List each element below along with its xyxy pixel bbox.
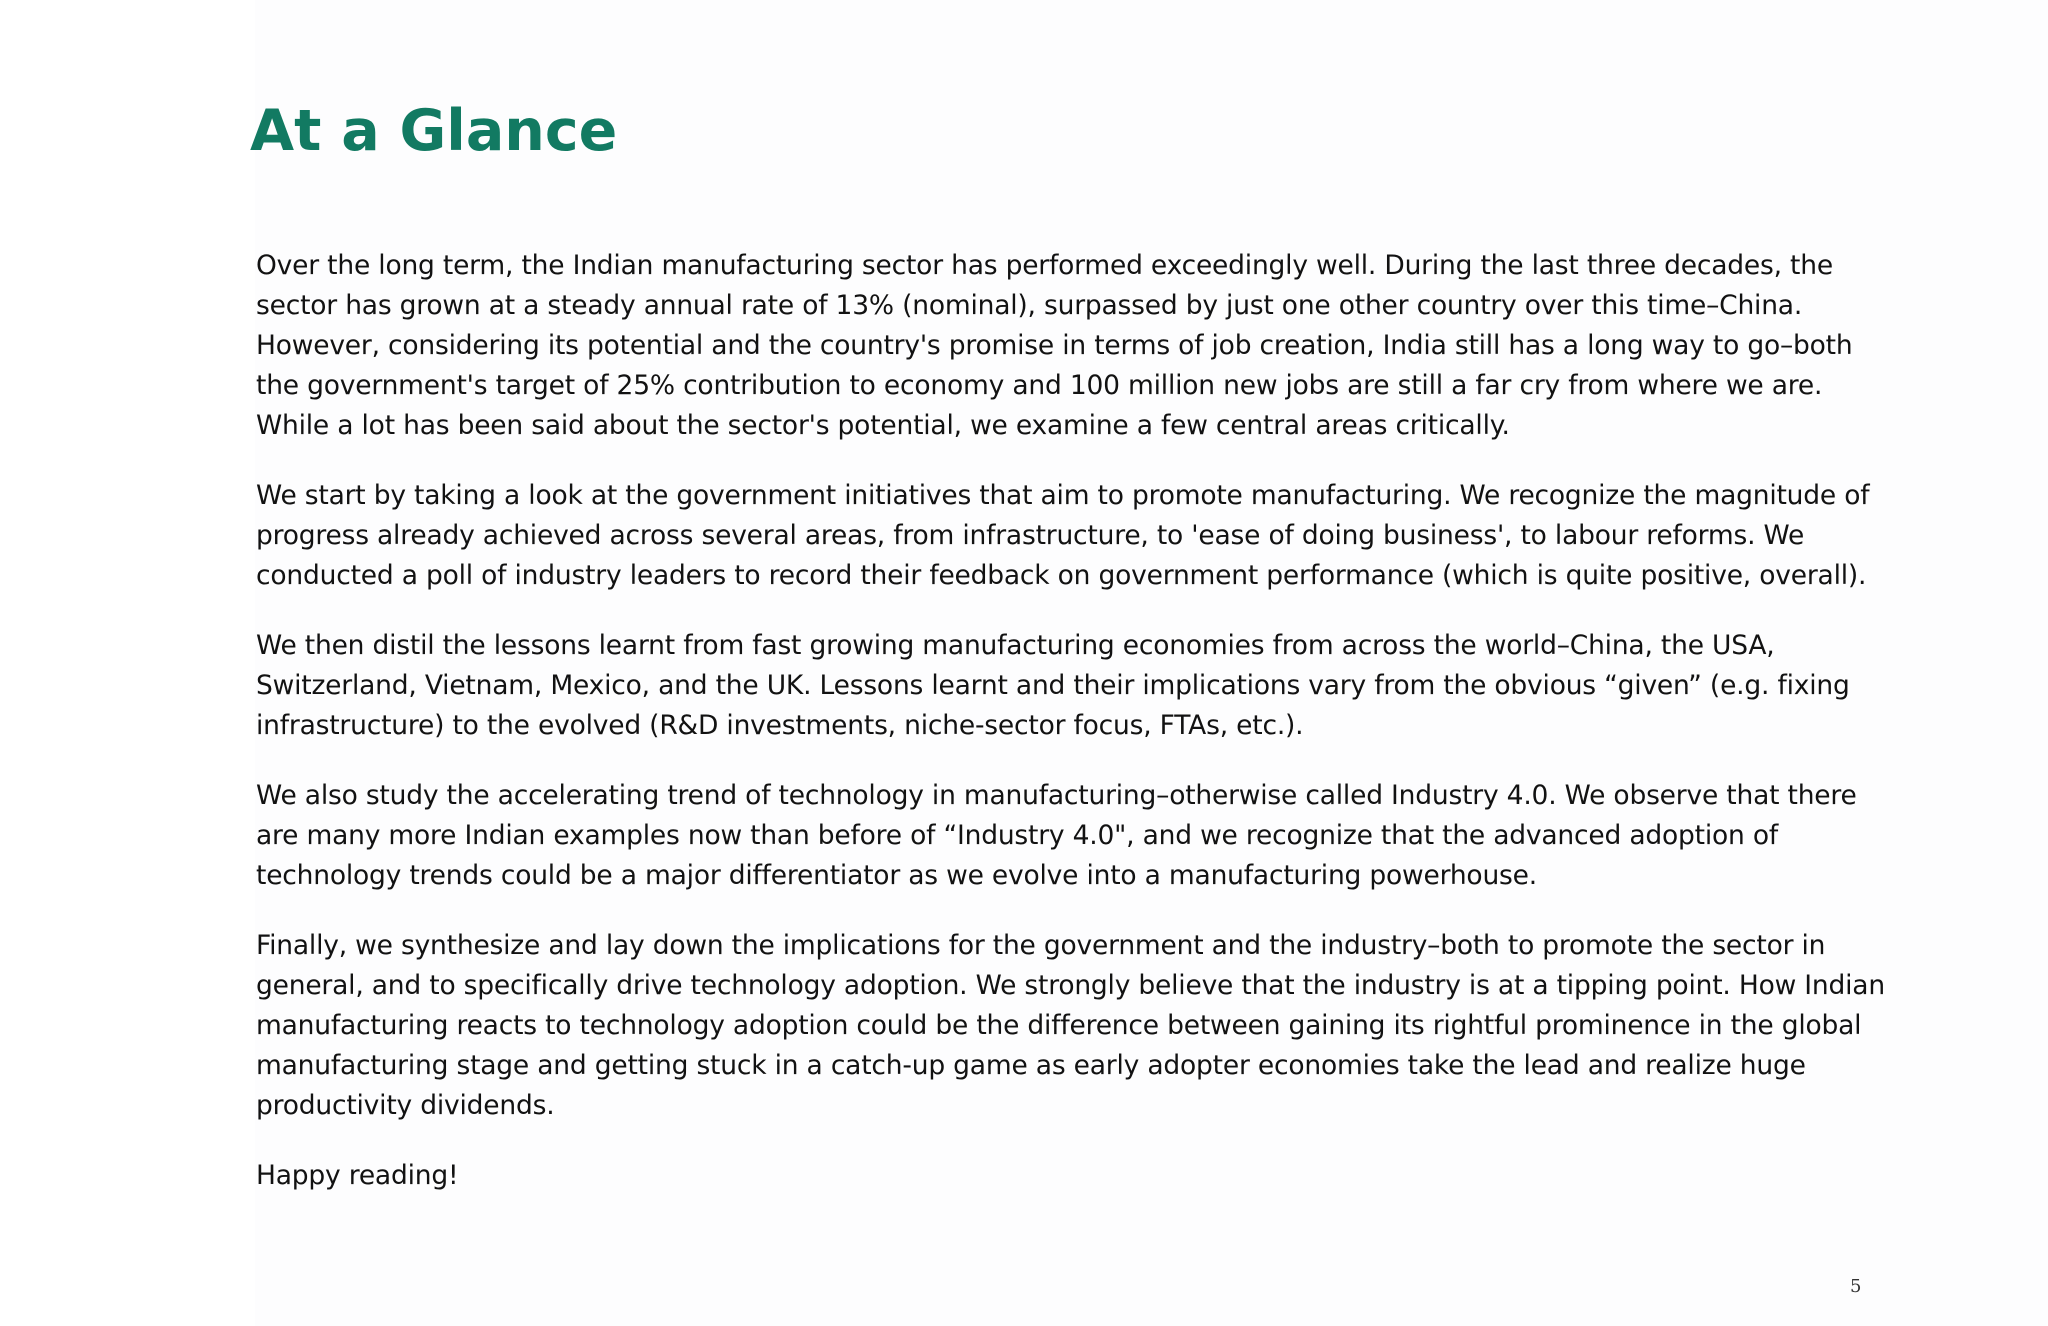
- paragraph-1: Over the long term, the Indian manufacturing sector has performed exceedingly well. During the last three decades, the sector has grown at a steady annual rate of 13% (nominal), surpassed by just one other country over this time–China. However, considering its potential and the country's promise in terms of job creation, India still has a long way to go–both the government's target of 25% contribution to economy and 100 million new jobs are still a far cry from where we are. While a lot has been said about the sector's potential, we examine a few central areas critically.: [256, 250, 1853, 441]
- body-text: [256, 246, 1896, 1226]
- closing-line: Happy reading!: [256, 1160, 459, 1191]
- paragraph-4: We also study the accelerating trend of technology in manufacturing–otherwise called Industry 4.0. We observe that there are many more Indian examples now than before of “Industry 4.0", and we recognize that the advanced adoption of technology trends could be a major differentiator as we evolve into a manufacturing powerhouse.: [256, 780, 1857, 891]
- paragraph-2: We start by taking a look at the government initiatives that aim to promote manufacturing. We recognize the magnitude of progress already achieved across several areas, from infrastructure, to 'ease of doing business', to labour reforms. We conducted a poll of industry leaders to record their feedback on government performance (which is quite positive, overall).: [256, 480, 1870, 591]
- paragraph-3: We then distil the lessons learnt from fast growing manufacturing economies from across the world–China, the USA, Switzerland, Vietnam, Mexico, and the UK. Lessons learnt and their implications vary from the obvious “given” (e.g. fixing infrastructure) to the evolved (R&D investments, niche-sector focus, FTAs, etc.).: [256, 630, 1850, 741]
- page-number: 5: [1850, 1276, 1862, 1297]
- page-title: At a Glance: [250, 98, 618, 164]
- paragraph-5: Finally, we synthesize and lay down the implications for the government and the industry–both to promote the sector in general, and to specifically drive technology adoption. We strongly believe that the industry is at a tipping point. How Indian manufacturing reacts to technology adoption could be the difference between gaining its rightful prominence in the global manufacturing stage and getting stuck in a catch-up game as early adopter economies take the lead and realize huge productivity dividends.: [256, 930, 1885, 1121]
